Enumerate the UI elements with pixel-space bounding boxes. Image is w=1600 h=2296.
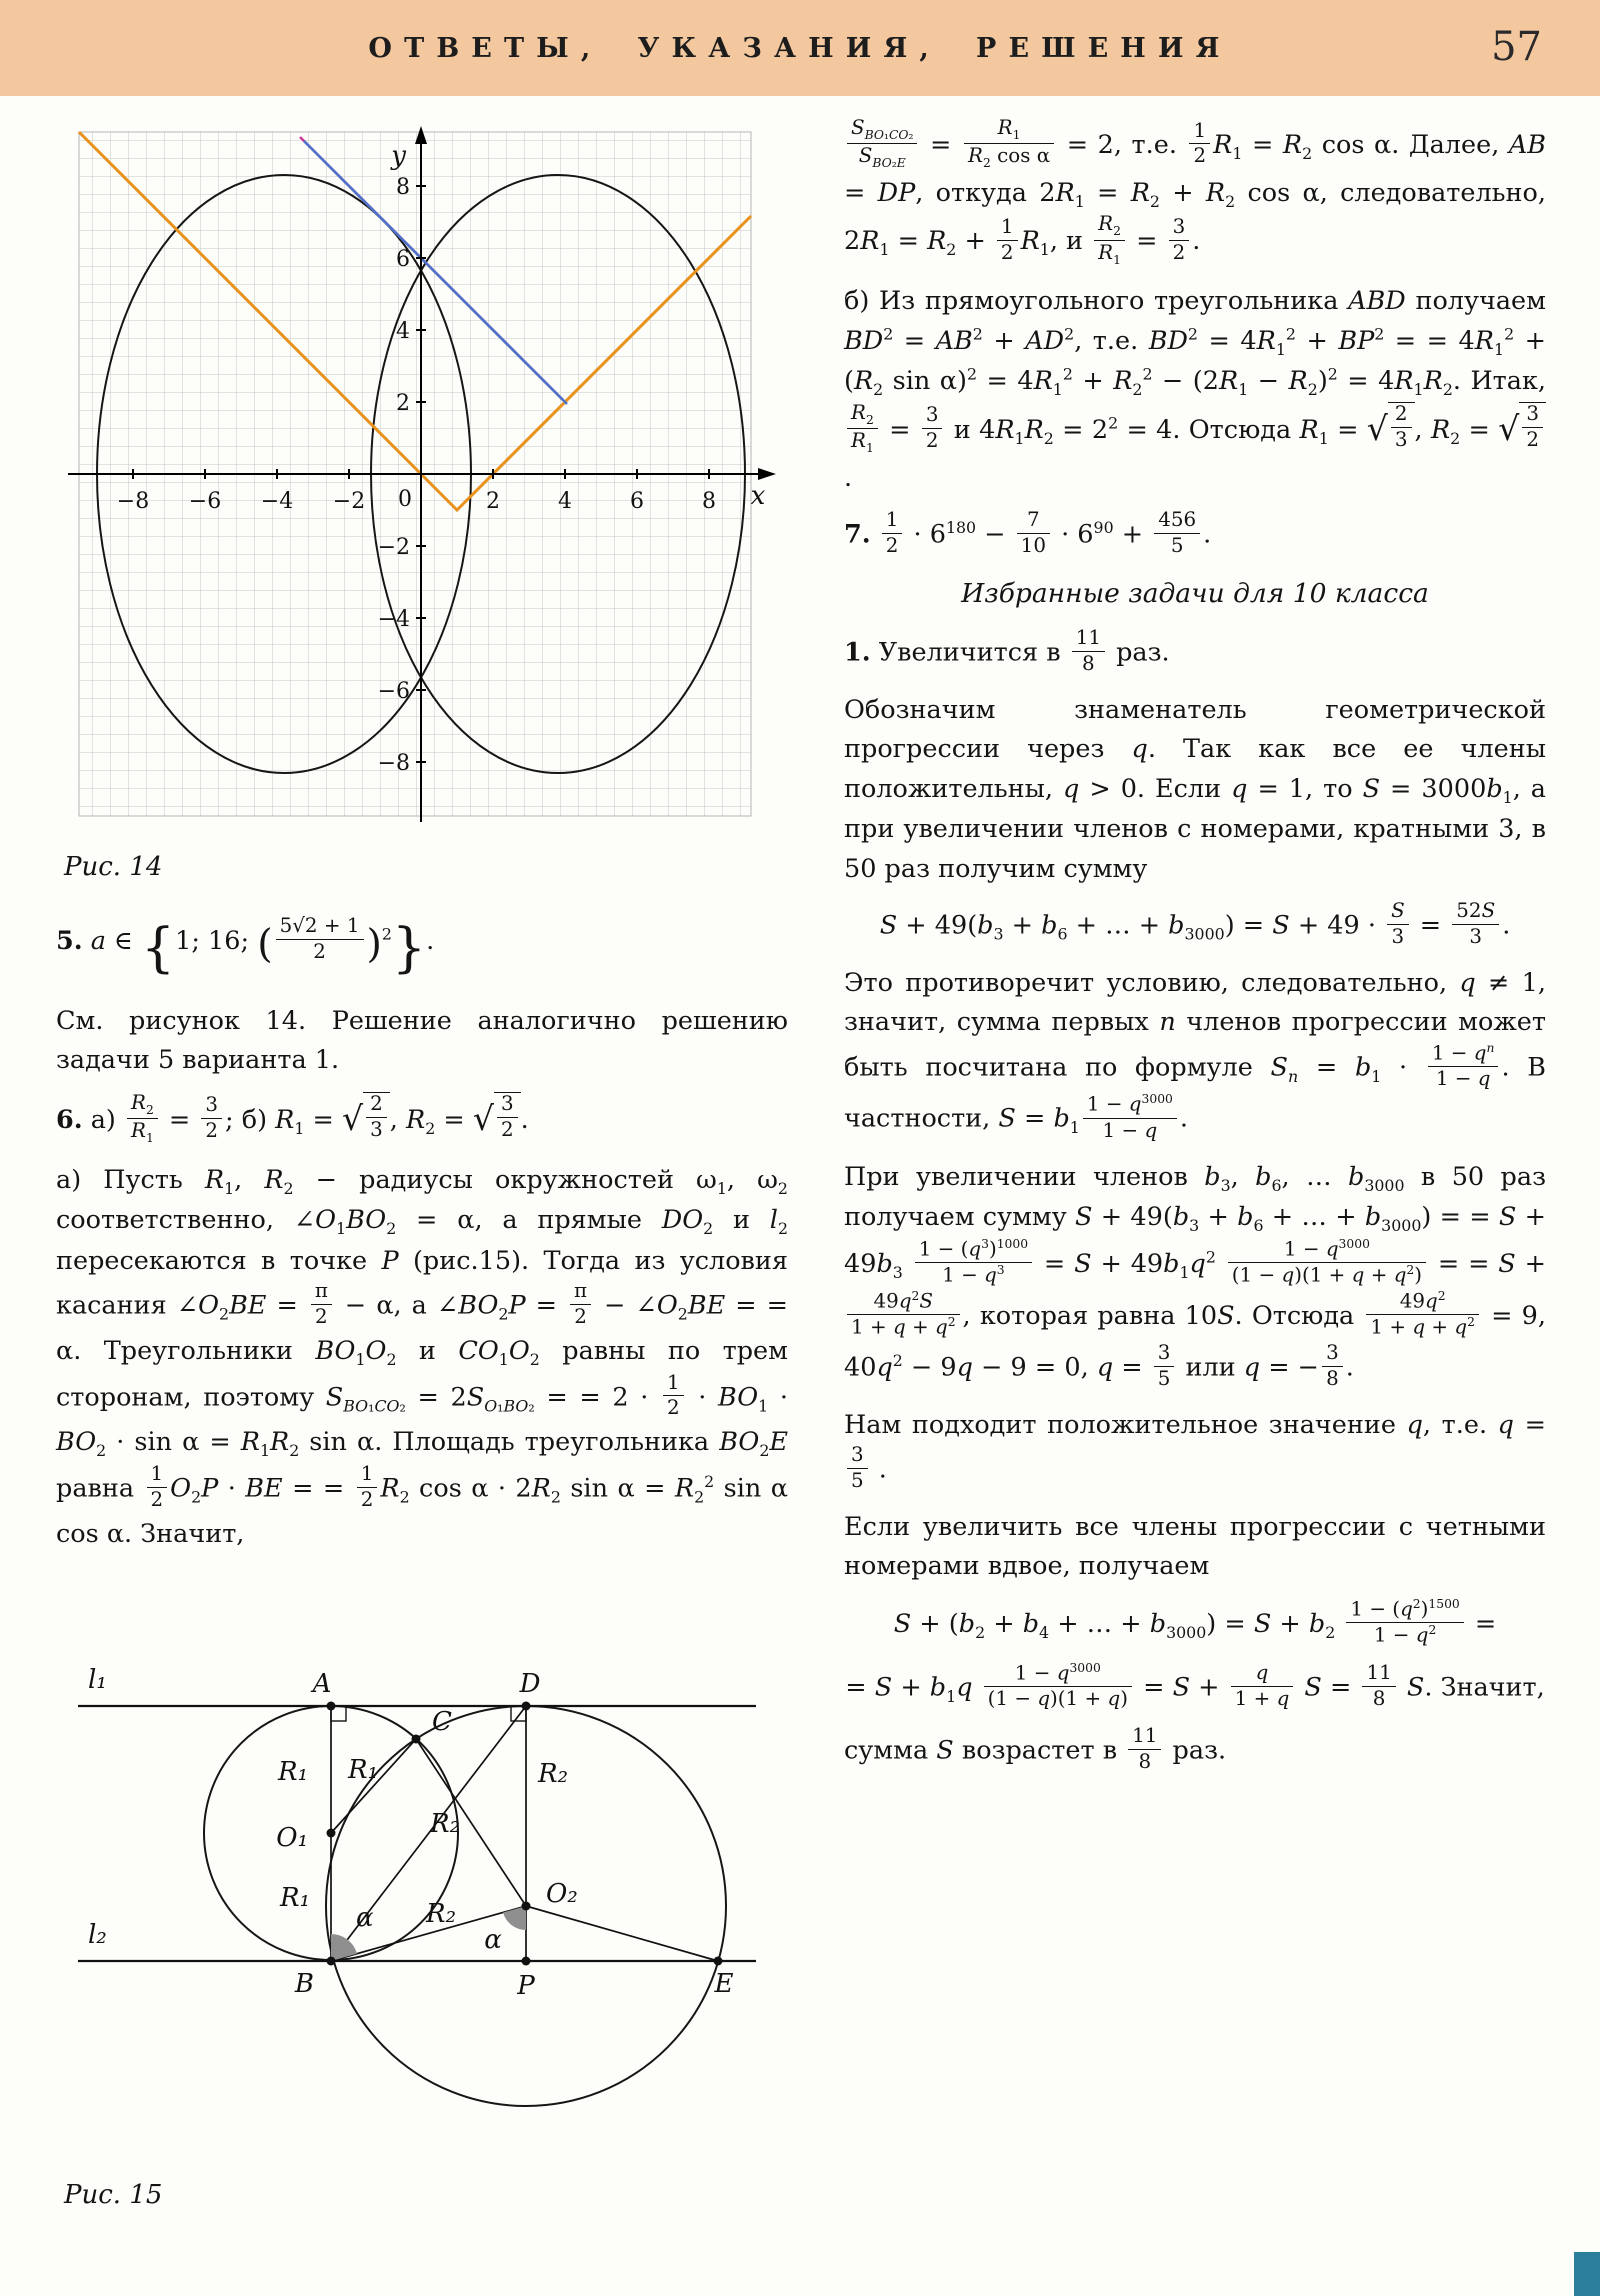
paragraph-problem-5: 5. a ∈ {1; 16; ( $\frac{5√2 + 1}{2}$ )$^2$}. (56, 914, 435, 979)
angle-sector-B (331, 1934, 357, 1961)
paragraph-final-answer: сумма S возрастет в $\frac{11}{8}$ раз. (844, 1724, 1227, 1773)
figure-14 (56, 122, 788, 841)
x-tick: 6 (630, 489, 644, 514)
point-E (714, 1957, 723, 1966)
label-R2-DO2: R₂ (538, 1759, 568, 1790)
paragraph-positive-q: Нам подходит положительное значение q, т.е. q = $\frac{3}{5}$ . (844, 1409, 1546, 1492)
label-B: B (294, 1969, 314, 2000)
page-number: 57 (1491, 24, 1542, 70)
point-P (522, 1957, 531, 1966)
page-header-title: ОТВЕТЫ, УКАЗАНИЯ, РЕШЕНИЯ (368, 32, 1232, 64)
point-O1 (327, 1829, 336, 1838)
paragraph-problem-6: 6. а) $\frac{R_2}{R_1}$ = $\frac{3}{2}$ ; б) $R_1$ = √ 2 3 , $R_2$ = √ 3 2 . (56, 1090, 529, 1146)
left-column (56, 122, 788, 2235)
angle-sector-O2 (503, 1906, 526, 1930)
label-alpha-B: α (356, 1903, 374, 1934)
x-tick: 8 (702, 489, 716, 514)
equation-sum-52s3: $S + 49(b_3 + b_6$ + … + $b_{3000}) = S + 49$ · $\frac{S}{3}$ = $\frac{52S}{3}$ . (879, 899, 1511, 949)
label-A: A (312, 1669, 332, 1700)
x-tick: −6 (188, 489, 222, 514)
label-R1-AO1: R₁ (278, 1757, 308, 1788)
figure-15 (56, 1566, 788, 2169)
point-A (327, 1702, 336, 1711)
segment-O2E (526, 1906, 718, 1961)
fig15-geometry (56, 1566, 776, 2156)
label-O2: O₂ (546, 1879, 578, 1910)
label-C: C (432, 1707, 452, 1738)
paragraph-right-triangle: б) Из прямоугольного треугольника ABD получаем $BD^2 = AB^2 + AD^2$, т.е. $BD^2 = 4R_1^2 + BP^2$ = = $4R_1^2 + (R_2$ $\sin \alpha)^2 = 4R_1^2 + R_2^2 - (2R_1 - R_2)^2 = 4R_1R_2$. Итак, $\frac{R_2}{R_1}$ = $\frac{3}{2}$ и $4R_1R_2 = 2^2 = 4$. Отсюда $R_1$ = √ 2 3 , $R_2$ = √ 3 2 . (844, 286, 1547, 493)
x-axis-label: x (750, 481, 766, 511)
point-B (327, 1957, 336, 1966)
label-alpha-O2: α (484, 1925, 502, 1956)
label-l2: l₂ (88, 1920, 107, 1951)
label-P: P (517, 1971, 535, 2002)
figure-14-caption: Рис. 14 (64, 851, 163, 882)
x-tick: −2 (332, 489, 366, 514)
x-tick: 2 (486, 489, 500, 514)
label-D: D (519, 1669, 541, 1700)
label-O1: O₁ (276, 1823, 308, 1854)
fig14-graph (56, 122, 784, 828)
x-tick: −8 (116, 489, 150, 514)
y-tick: 4 (396, 319, 410, 344)
section-heading: Избранные задачи для 10 класса (961, 577, 1429, 609)
paragraph-areas-ratio: $S_{BO_1CO_2}$ $S_{BO_2E}$ = $\frac{R_1}{R_2 \cos \alpha}$ = 2, т.е. $\frac{1}{2}$ $R_1 = R_2$ cos α. Далее, AB = DP, откуда $2R_1 = R_2 + R_2$ cos α, следовательно, $2R_1 = R_2$ + $\frac{1}{2}$ $R_1$, и $\frac{R_2}{R_1}$ = $\frac{3}{2}$ . (844, 116, 1547, 267)
paragraph-problem-7: 7. $\frac{1}{2}$ · $6^{180}$ − $\frac{7}{10}$ · $6^{90}$ + $\frac{456}{5}$ . (844, 508, 1212, 557)
x-tick: −4 (260, 489, 294, 514)
label-R2-CO2: R₂ (430, 1809, 460, 1840)
segment-O1C (331, 1739, 416, 1833)
paragraph-increase-by-50: При увеличении членов $b_3$, $b_6$, … $b_{3000}$ в 50 раз получаем сумму $S + 49(b_3 + b_6$ + … + $b_{3000}$) = = $S + 49b_3$ $\frac{1 - (q^3)^{1000}}{1 - q^3}$ = $S + 49b_1q^2$ $\frac{1 - q^{3000}}{(1 - q)(1 + q + q^2)}$ = = S + $\frac{49q^2S}{1 + q + q^2}$ , которая равна 10S. Отсюда $\frac{49q^2}{1 + q + q^2}$ = 9, $40q^2 - 9q - 9 = 0$, q = $\frac{3}{5}$ или q = − $\frac{3}{8}$ . (844, 1161, 1546, 1390)
equation-even-terms-1: $S + (b_2 + b_4$ + … + $b_{3000}) = S + b_2$ $\frac{1 - (q^2)^{1500}}{1 - q^2}$ = (893, 1596, 1497, 1647)
label-l1: l₁ (88, 1665, 107, 1696)
figure-15-caption: Рис. 15 (64, 2179, 163, 2210)
paragraph-contradiction: Это противоречит условию, следовательно, q ≠ 1, значит, сумма первых n членов прогрессии может быть посчитана по формуле $S_n = b_1$ · $\frac{1 - q^n}{1 - q}$ . В частности, $S = b_1$ $\frac{1 - q^{3000}}{1 - q}$ . (844, 967, 1547, 1142)
y-tick: −4 (377, 607, 410, 632)
label-R1-O1C: R₁ (348, 1755, 378, 1786)
point-D (522, 1702, 531, 1711)
right-column (844, 118, 1546, 1789)
corner-decoration (1574, 2252, 1600, 2296)
paragraph-task-1-answer: 1. Увеличится в $\frac{11}{8}$ раз. (844, 625, 1170, 675)
page-header (0, 0, 1600, 96)
y-tick: −8 (377, 751, 410, 776)
y-tick: 8 (396, 175, 410, 200)
y-tick: −2 (377, 535, 410, 560)
origin-label: 0 (398, 487, 412, 512)
point-C (412, 1735, 421, 1744)
paragraph-even-terms: Если увеличить все члены прогрессии с четными номерами вдвое, получаем (844, 1511, 1546, 1582)
paragraph-problem-6a: а) Пусть $R_1$, $R_2$ − радиусы окружностей $\omega_1$, $\omega_2$ соответственно, $\angle O_1BO_2 = \alpha$, а прямые $DO_2$ и $l_2$ пересекаются в точке P (рис.15). Тогда из условия касания $\angle O_2BE$ = $\frac{\pi}{2}$ − α, а $\angle BO_2P$ = $\frac{\pi}{2}$ − $\angle O_2BE$ = = α. Треугольники $BO_1O_2$ и $CO_1O_2$ равны по трем сторонам, поэтому $S_{BO_1CO_2} = 2S_{O_1BO_2}$ = = 2 · $\frac{1}{2}$ · $BO_1 \cdot BO_2 \cdot \sin \alpha = R_1R_2$ sin α. Площадь треугольника $BO_2E$ равна $\frac{1}{2}$ $O_2P$ · BE = = $\frac{1}{2}$ $R_2$ $\cos \alpha \cdot 2R_2$ $\sin \alpha = R_2^2$ sin α cos α. Значит, (56, 1164, 788, 1549)
y-tick: 2 (396, 391, 410, 416)
label-E: E (714, 1969, 734, 2000)
y-axis-label: y (391, 141, 406, 171)
label-R2-BO2: R₂ (426, 1899, 456, 1930)
paragraph-task-1-setup: Обозначим знаменатель геометрической прогрессии через q. Так как все ее члены положительны, q > 0. Если q = 1, то $S = 3000b_1$, а при увеличении членов с номерами, кратными 3, в 50 раз получим сумму (844, 694, 1547, 884)
y-tick: 6 (396, 247, 410, 272)
x-tick: 4 (558, 489, 572, 514)
point-O2 (522, 1902, 531, 1911)
paragraph-see-figure: См. рисунок 14. Решение аналогично решению задачи 5 варианта 1. (56, 1005, 788, 1076)
y-tick: −6 (377, 679, 410, 704)
equation-even-terms-2: = $S + b_1q$ $\frac{1 - q^{3000}}{(1 - q)(1 + q)}$ = S + $\frac{q}{1 + q}$ S = $\frac{11}{8}$ S. Значит, (845, 1660, 1545, 1711)
label-R1-O1B: R₁ (280, 1883, 310, 1914)
